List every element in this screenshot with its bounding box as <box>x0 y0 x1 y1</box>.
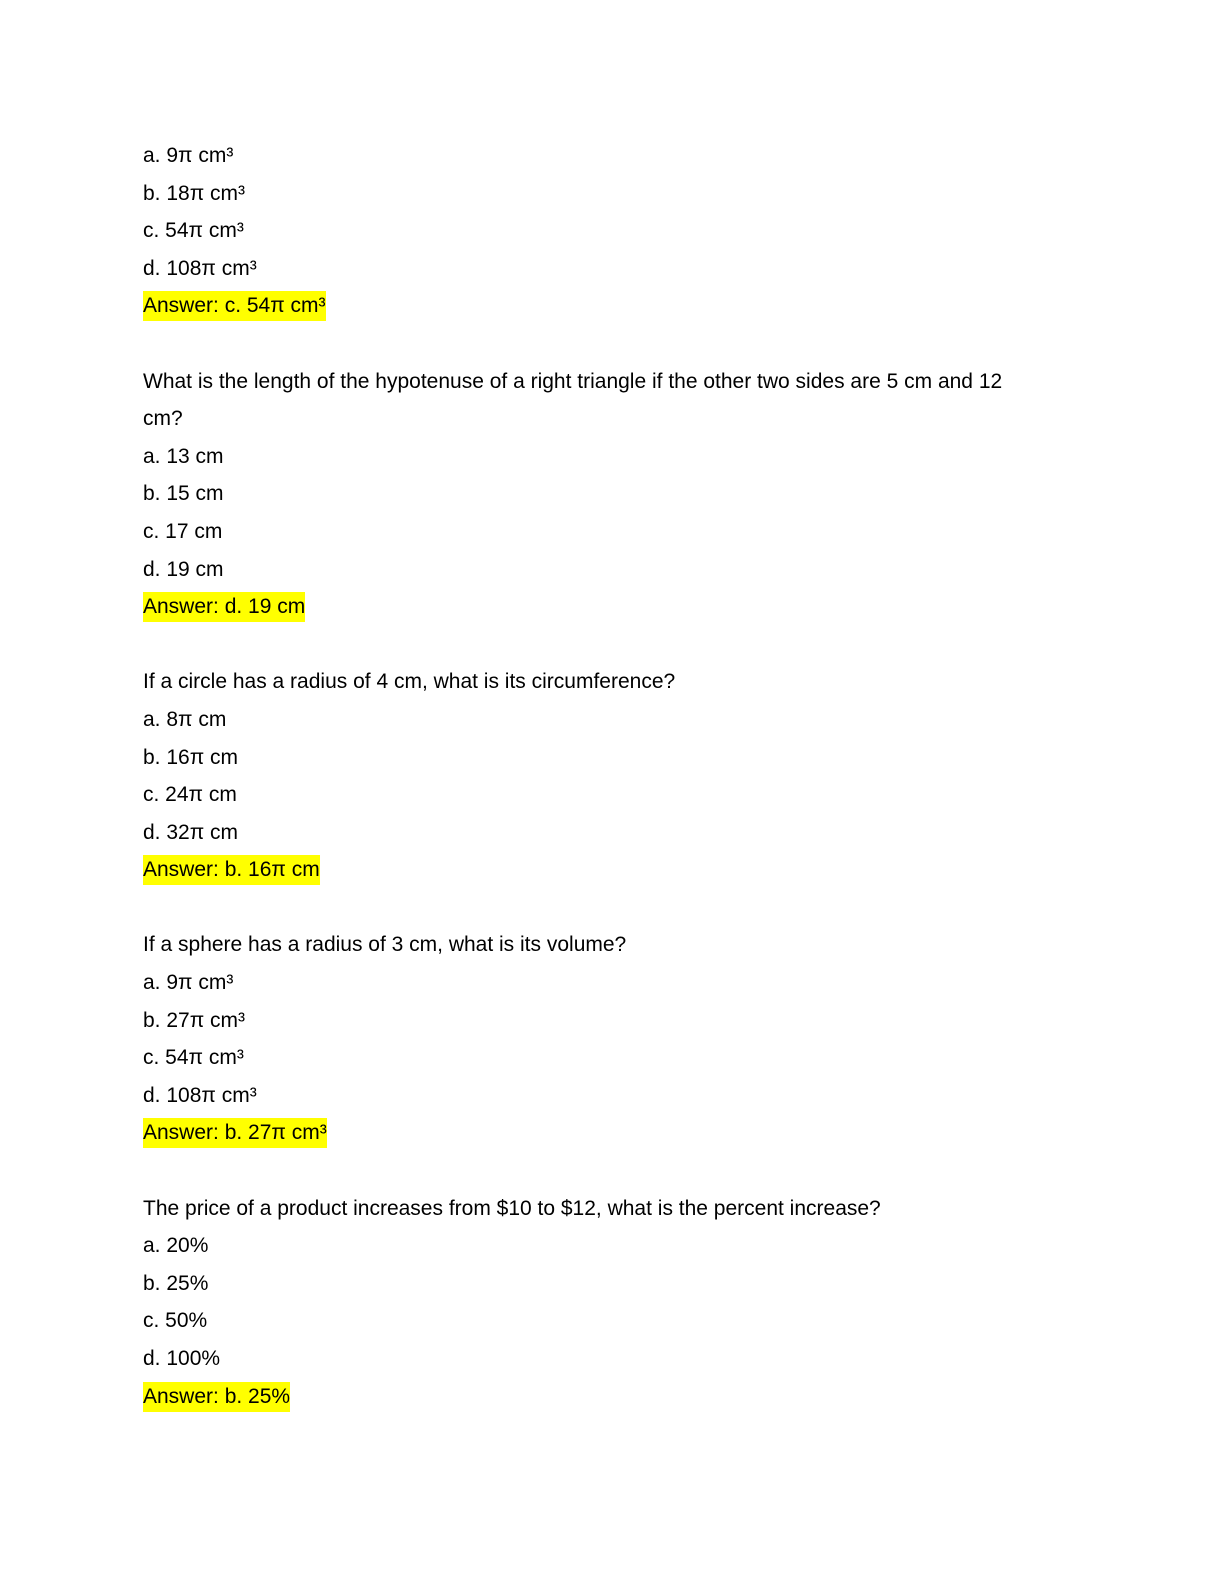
option-c: c. 54π cm³ <box>143 219 244 243</box>
option-c: c. 54π cm³ <box>143 1046 244 1070</box>
option-d: d. 100% <box>143 1347 221 1370</box>
question-text: If a circle has a radius of 4 cm, what is its circumference? <box>143 670 676 694</box>
option-d: d. 19 cm <box>143 557 224 581</box>
spacer <box>143 325 1043 363</box>
answer-highlight: Answer: b. 25% <box>143 1382 290 1412</box>
option-a: a. 20% <box>143 1234 209 1258</box>
question-block <box>143 137 1043 325</box>
spacer <box>143 626 1043 664</box>
question-text: What is the length of the hypotenuse of a right triangle if the other two sides are 5 cm and 12 cm? <box>143 369 1003 431</box>
question-text: The price of a product increases from $10 to $12, what is the percent increase? <box>143 1196 881 1220</box>
option-c: c. 50% <box>143 1309 208 1333</box>
spacer <box>143 889 1043 927</box>
spacer <box>143 1152 1043 1190</box>
answer-highlight: Answer: d. 19 cm <box>143 592 305 622</box>
question-block <box>143 363 1043 626</box>
option-b: b. 25% <box>143 1271 209 1295</box>
answer-highlight: Answer: b. 27π cm³ <box>143 1118 327 1148</box>
option-c: c. 24π cm <box>143 783 237 807</box>
option-a: a. 9π cm³ <box>143 971 234 995</box>
document-page <box>143 137 1043 1415</box>
option-d: d. 108π cm³ <box>143 256 257 280</box>
question-block <box>143 1190 1043 1416</box>
option-d: d. 108π cm³ <box>143 1083 257 1107</box>
option-a: a. 9π cm³ <box>143 144 234 167</box>
option-c: c. 17 cm <box>143 519 223 543</box>
option-b: b. 15 cm <box>143 482 224 506</box>
option-d: d. 32π cm <box>143 820 239 844</box>
question-block <box>143 926 1043 1152</box>
option-b: b. 18π cm³ <box>143 181 246 205</box>
question-block <box>143 663 1043 889</box>
answer-highlight: Answer: b. 16π cm <box>143 855 320 885</box>
option-b: b. 27π cm³ <box>143 1008 246 1032</box>
option-a: a. 13 cm <box>143 444 224 468</box>
option-a: a. 8π cm <box>143 707 227 731</box>
option-b: b. 16π cm <box>143 745 239 769</box>
question-text: If a sphere has a radius of 3 cm, what is its volume? <box>143 933 627 957</box>
answer-highlight: Answer: c. 54π cm³ <box>143 291 326 321</box>
